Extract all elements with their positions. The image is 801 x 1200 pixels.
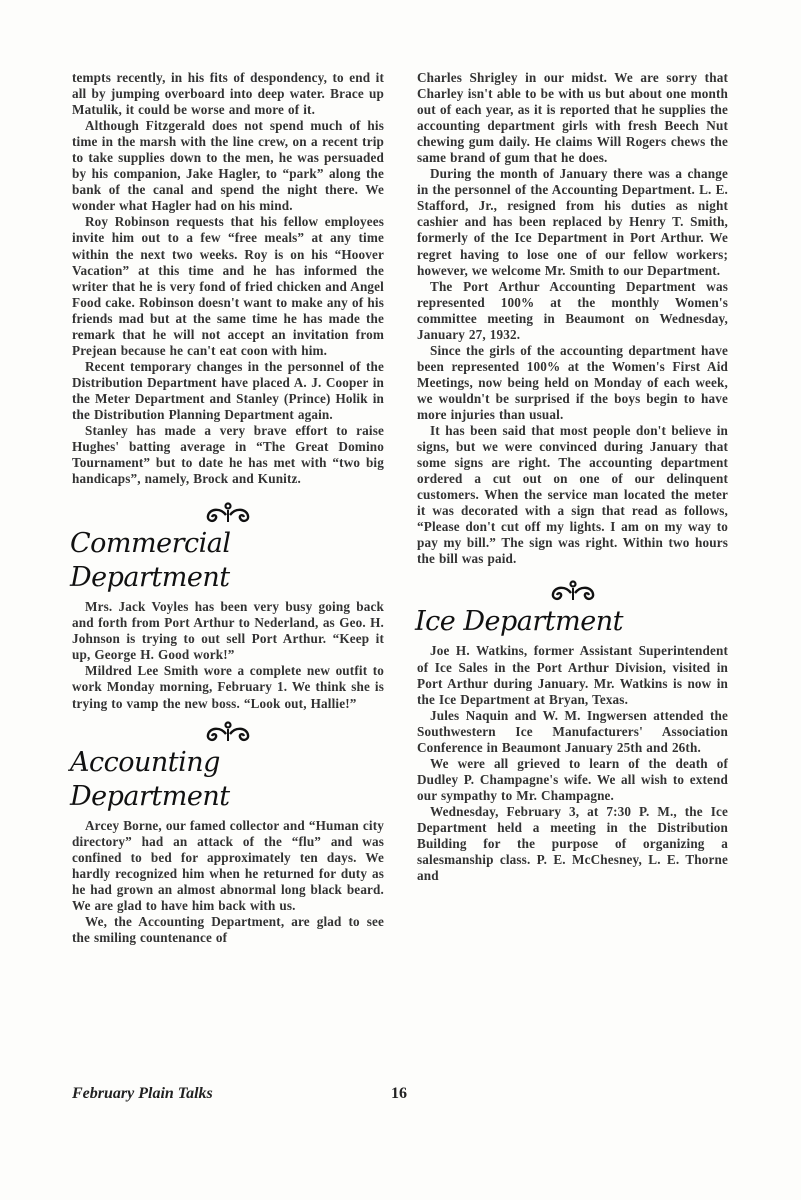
paragraph: Joe H. Watkins, former Assistant Superintendent of Ice Sales in the Port Arthur Division, visited in Port Arthur during January. Mr. Watkins is now in the Ice Department at Bryan, Texas. — [417, 643, 728, 707]
paragraph: Roy Robinson requests that his fellow employees invite him out to a few “free meals” at any time within the next two weeks. Roy is on his “Hoover Vacation” at this time and he has informed the writer that he is very fond of fried chicken and Angel Food cake. Robinson doesn't want to make any of his friends mad but at the same time he has made the remark that he will not accept an invitation from Prejean because he can't eat coon with him. — [72, 214, 384, 358]
paragraph: During the month of January there was a change in the personnel of the Accounting Department. L. E. Stafford, Jr., resigned from his duties as night cashier and has been replaced by Henry T. Smith, formerly of the Ice Department in Port Arthur. We regret having to lose one of our fellow workers; however, we welcome Mr. Smith to our Department. — [417, 166, 728, 278]
section-heading-accounting: Accounting Department — [70, 746, 230, 812]
paragraph: Although Fitzgerald does not spend much of his time in the marsh with the line crew, on a recent trip to take supplies down to the men, he was persuaded by his companion, Jake Hagler, to “park” along the bank of the canal and spend the night there. We wonder what Hagler had on his mind. — [72, 118, 384, 214]
paragraph: Recent temporary changes in the personnel of the Distribution Department have placed A. J. Cooper in the Meter Department and Stanley (Prince) Holik in the Distribution Planning Department again. — [72, 358, 384, 422]
paragraph: Arcey Borne, our famed collector and “Human city directory” had an attack of the “flu” and was confined to bed for approximately ten days. We hardly recognized him when he returned for duty as he had grown an almost abnormal long black beard. We are glad to have him back with us. — [72, 817, 384, 913]
paragraph: tempts recently, in his fits of despondency, to end it all by jumping overboard into deep water. Brace up Matulik, it could be worse and more of it. — [72, 70, 384, 118]
paragraph: Mildred Lee Smith wore a complete new outfit to work Monday morning, February 1. We think she is trying to vamp the new boss. “Look out, Hallie!” — [72, 663, 384, 711]
right-column — [417, 70, 728, 884]
section-heading-ice: Ice Department — [415, 606, 623, 638]
section-heading-commercial: Commercial Department — [70, 528, 231, 594]
page-footer — [72, 1085, 728, 1107]
paragraph: We, the Accounting Department, are glad to see the smiling countenance of — [72, 913, 384, 945]
paragraph: Since the girls of the accounting department have been represented 100% at the Women's First Aid Meetings, now being held on Monday of each week, we wouldn't be surprised if the boys begin to have more injuries than usual. — [417, 342, 728, 422]
publication-title: February Plain Talks — [72, 1085, 213, 1102]
paragraph: Charles Shrigley in our midst. We are sorry that Charley isn't able to be with us but about one month out of each year, as it is reported that he supplies the accounting department girls with fresh Beech Nut chewing gum daily. He claims Will Rogers chews the same brand of gum that he does. — [417, 70, 728, 166]
paragraph: Jules Naquin and W. M. Ingwersen attended the Southwestern Ice Manufacturers' Association Conference in Beaumont January 25th and 26th. — [417, 707, 728, 755]
paragraph: We were all grieved to learn of the death of Dudley P. Champagne's wife. We all wish to extend our sympathy to Mr. Champagne. — [417, 755, 728, 803]
fleuron-ornament-icon — [72, 501, 384, 527]
fleuron-ornament-icon — [72, 720, 384, 746]
left-column — [72, 70, 384, 946]
paragraph: Stanley has made a very brave effort to raise Hughes' batting average in “The Great Domino Tournament” but to date he has met with “two big handicaps”, namely, Brock and Kunitz. — [72, 423, 384, 487]
paragraph: It has been said that most people don't believe in signs, but we were convinced during January that some signs are right. The accounting department ordered a cut out on one of our delinquent customers. When the service man located the meter it was decorated with a sign that read as follows, “Please don't cut off my lights. I am on my way to pay my bill.” The sign was right. Within two hours the bill was paid. — [417, 423, 728, 567]
paragraph: Mrs. Jack Voyles has been very busy going back and forth from Port Arthur to Nederland, as Geo. H. Johnson is trying to out sell Port Arthur. “Keep it up, George H. Good work!” — [72, 599, 384, 663]
fleuron-ornament-icon — [417, 579, 728, 605]
paragraph: Wednesday, February 3, at 7:30 P. M., the Ice Department held a meeting in the Distribution Building for the purpose of organizing a salesmanship class. P. E. McChesney, L. E. Thorne and — [417, 803, 728, 884]
paragraph: The Port Arthur Accounting Department was represented 100% at the monthly Women's committee meeting in Beaumont on Wednesday, January 27, 1932. — [417, 278, 728, 342]
page-number: 16 — [391, 1085, 407, 1102]
